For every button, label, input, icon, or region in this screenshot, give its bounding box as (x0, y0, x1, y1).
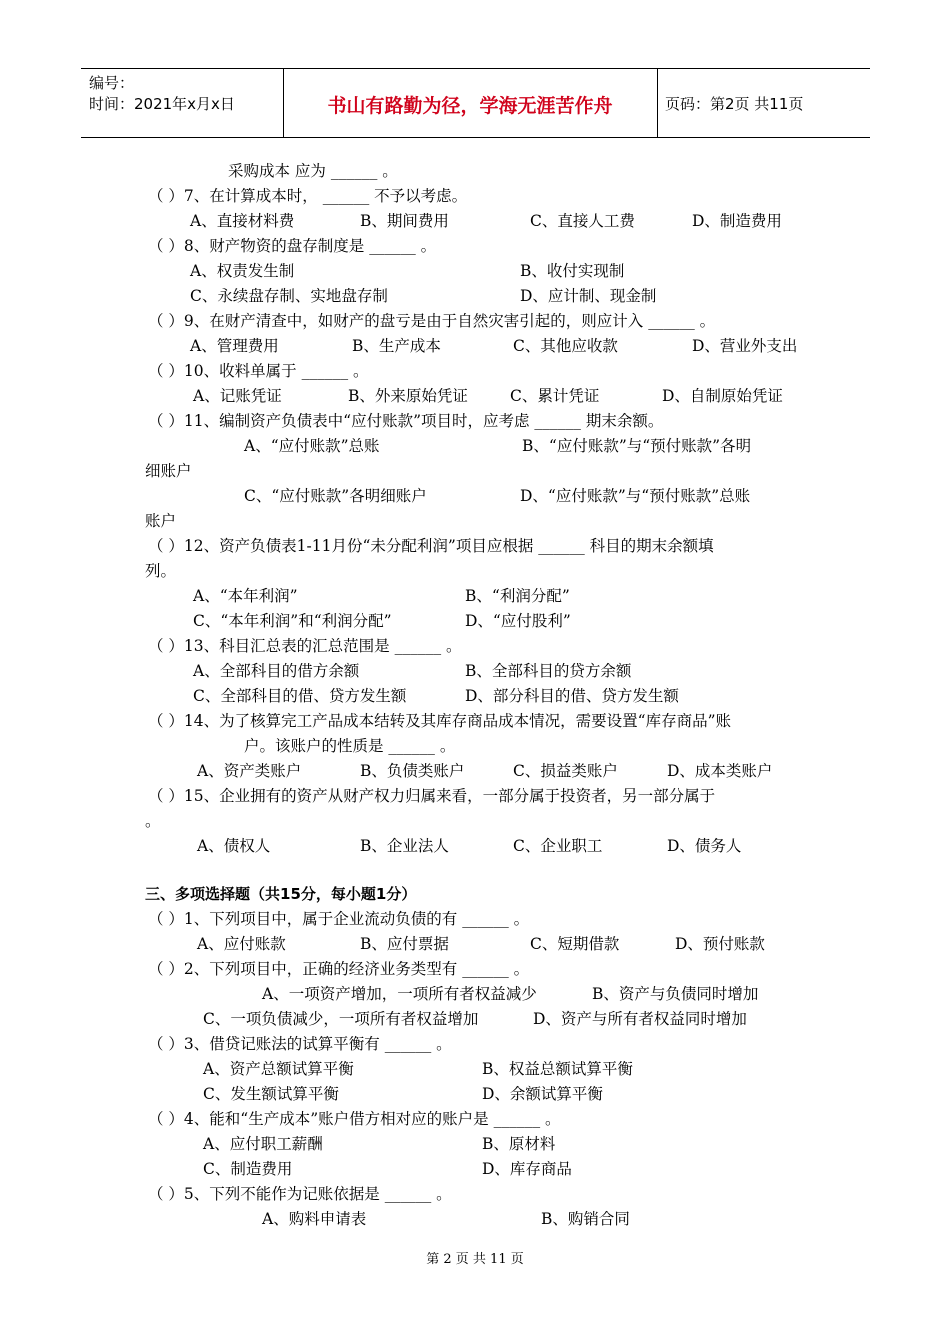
question-line: A、“应付账款”总账 (244, 437, 380, 455)
question-line: D、制造费用 (692, 212, 782, 230)
question-line: C、“应付账款”各明细账户 (244, 487, 427, 505)
question-line: A、一项资产增加，一项所有者权益减少 (262, 985, 537, 1003)
question-line: D、库存商品 (482, 1160, 572, 1178)
question-line: （ ）15、企业拥有的资产从财产权力归属来看，一部分属于投资者，另一部分属于 (148, 787, 716, 805)
question-line: （ ）5、下列不能作为记账依据是 ______ 。 (148, 1185, 452, 1203)
question-line: B、生产成本 (352, 337, 441, 355)
section-heading: 三、多项选择题（共15分，每小题1分） (145, 885, 417, 903)
question-line: C、全部科目的借、贷方发生额 (193, 687, 407, 705)
question-line: D、营业外支出 (692, 337, 798, 355)
question-line: （ ）8、财产物资的盘存制度是 ______ 。 (148, 237, 437, 255)
question-line: B、全部科目的贷方余额 (465, 662, 632, 680)
question-line: A、资产总额试算平衡 (203, 1060, 354, 1078)
question-line: A、直接材料费 (190, 212, 295, 230)
question-line: A、应付账款 (197, 935, 286, 953)
question-line: C、短期借款 (530, 935, 620, 953)
question-line: C、企业职工 (513, 837, 603, 855)
header-meta (89, 73, 235, 115)
page-footer: 第 2 页 共 11 页 (426, 1252, 524, 1267)
question-line: C、损益类账户 (513, 762, 618, 780)
question-line: A、管理费用 (190, 337, 279, 355)
question-line: A、权责发生制 (190, 262, 295, 280)
question-line: B、企业法人 (360, 837, 449, 855)
question-line: （ ）10、收料单属于 ______ 。 (148, 362, 369, 380)
question-line: B、收付实现制 (520, 262, 625, 280)
question-line: C、发生额试算平衡 (203, 1085, 339, 1103)
header-divider (283, 69, 284, 137)
question-line: D、部分科目的借、贷方发生额 (465, 687, 679, 705)
question-line: A、“本年利润” (193, 587, 298, 605)
question-line: A、资产类账户 (197, 762, 302, 780)
header-page-number: 页码：第2页 共11页 (665, 95, 804, 113)
question-line: 采购成本 应为 ______ 。 (228, 162, 398, 180)
question-line: B、“应付账款”与“预付账款”各明 (522, 437, 752, 455)
question-line: 细账户 (145, 462, 192, 480)
page-header (81, 68, 870, 138)
question-line: C、永续盘存制、实地盘存制 (190, 287, 388, 305)
question-line: （ ）7、在计算成本时， ______ 不予以考虑。 (148, 187, 468, 205)
question-line: （ ）14、为了核算完工产品成本结转及其库存商品成本情况，需要设置“库存商品”账 (148, 712, 732, 730)
question-line: B、负债类账户 (360, 762, 465, 780)
question-line: D、资产与所有者权益同时增加 (533, 1010, 747, 1028)
question-line: （ ）9、在财产清查中，如财产的盘亏是由于自然灾害引起的，则应计入 ______ 。 (148, 312, 716, 330)
question-line: A、记账凭证 (193, 387, 282, 405)
question-line: A、全部科目的借方余额 (193, 662, 360, 680)
question-line: A、债权人 (197, 837, 271, 855)
question-line: D、应计制、现金制 (520, 287, 657, 305)
question-line: 。 (145, 812, 161, 830)
question-line: 列。 (145, 562, 177, 580)
date-label: 时间：2021年x月x日 (89, 95, 235, 113)
question-line: C、直接人工费 (530, 212, 635, 230)
serial-number-label: 编号： (89, 74, 135, 92)
question-line: D、自制原始凭证 (662, 387, 783, 405)
question-line: 户。该账户的性质是 ______ 。 (244, 737, 456, 755)
question-line: （ ）4、能和“生产成本”账户借方相对应的账户是 ______ 。 (148, 1110, 561, 1128)
question-line: 账户 (145, 512, 177, 530)
question-line: B、购销合同 (541, 1210, 630, 1228)
question-line: （ ）2、下列项目中，正确的经济业务类型有 ______ 。 (148, 960, 530, 978)
question-line: （ ）1、下列项目中，属于企业流动负债的有 ______ 。 (148, 910, 530, 928)
question-line: D、余额试算平衡 (482, 1085, 603, 1103)
question-line: A、应付职工薪酬 (203, 1135, 323, 1153)
question-line: B、外来原始凭证 (348, 387, 468, 405)
question-line: D、“应付账款”与“预付账款”总账 (520, 487, 751, 505)
question-line: C、制造费用 (203, 1160, 293, 1178)
question-line: D、成本类账户 (667, 762, 773, 780)
header-divider (657, 69, 658, 137)
question-line: C、累计凭证 (510, 387, 600, 405)
question-line: C、其他应收款 (513, 337, 618, 355)
question-line: A、购料申请表 (262, 1210, 367, 1228)
question-line: B、“利润分配” (465, 587, 570, 605)
question-line: B、权益总额试算平衡 (482, 1060, 633, 1078)
question-line: B、原材料 (482, 1135, 556, 1153)
question-line: （ ）11、编制资产负债表中“应付账款”项目时，应考虑 ______ 期末余额。 (148, 412, 664, 430)
header-motto: 书山有路勤为径，学海无涯苦作舟 (327, 95, 613, 117)
question-line: （ ）13、科目汇总表的汇总范围是 ______ 。 (148, 637, 462, 655)
question-line: B、应付票据 (360, 935, 449, 953)
question-line: D、“应付股利” (465, 612, 571, 630)
question-line: C、“本年利润”和“利润分配” (193, 612, 392, 630)
question-line: C、一项负债减少，一项所有者权益增加 (203, 1010, 479, 1028)
question-line: B、期间费用 (360, 212, 449, 230)
question-line: （ ）12、资产负债表1-11月份“未分配利润”项目应根据 ______ 科目的期末余额填 (148, 537, 714, 555)
question-line: B、资产与负债同时增加 (592, 985, 759, 1003)
question-line: D、预付账款 (675, 935, 765, 953)
question-line: （ ）3、借贷记账法的试算平衡有 ______ 。 (148, 1035, 452, 1053)
question-line: D、债务人 (667, 837, 742, 855)
